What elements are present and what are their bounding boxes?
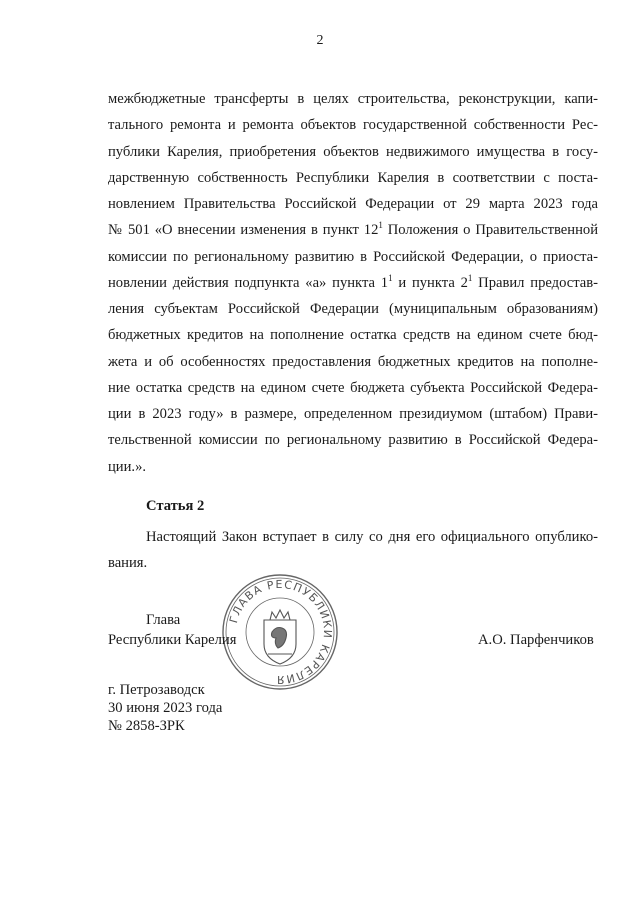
superscript: 1 bbox=[388, 272, 393, 283]
text-run: жета и об особенностях предоставления бюджетных кредитов на пополне- bbox=[108, 353, 598, 370]
body-line bbox=[108, 296, 598, 322]
signer-title: Глава bbox=[146, 612, 181, 628]
body-line bbox=[108, 349, 598, 375]
text-run: публики Карелия, приобретения объектов недвижимого имущества в госу- bbox=[108, 143, 598, 160]
text-run: ции в 2023 году» в размере, определенном президиумом (штабом) Прави- bbox=[108, 406, 598, 422]
body-line bbox=[108, 427, 598, 453]
text-run: ции.». bbox=[108, 458, 147, 475]
text-run: бюджетных кредитов на пополнение остатка средств на едином счете бюд- bbox=[108, 327, 598, 344]
text-run: новлении действия подпункта «а» пункта 1 bbox=[108, 274, 389, 291]
body-line bbox=[108, 217, 598, 243]
coat-of-arms-icon bbox=[264, 610, 296, 664]
seal-ring-text: ГЛАВА РЕСПУБЛИКИ КАРЕЛИЯ bbox=[226, 577, 335, 687]
body-line bbox=[108, 322, 598, 348]
text-run: Положения о Правительственной bbox=[382, 222, 599, 239]
text-run: тального ремонта и ремонта объектов государственной собственности Рес- bbox=[108, 117, 598, 134]
article-line: Настоящий Закон вступает в силу со дня его официального опублико- bbox=[146, 529, 598, 545]
body-line bbox=[108, 112, 598, 138]
text-run: ние остатка средств на едином счете бюджета субъекта Российской Федера- bbox=[108, 379, 598, 396]
body-line bbox=[108, 139, 598, 165]
text-run: Правил предостав- bbox=[472, 274, 598, 291]
signing-date: 30 июня 2023 года bbox=[108, 700, 223, 716]
body-line bbox=[108, 454, 598, 480]
signer-name: А.О. Парфенчиков bbox=[478, 632, 594, 648]
text-run: межбюджетные трансферты в целях строительства, реконструкции, капи- bbox=[108, 91, 598, 107]
body-text bbox=[108, 86, 598, 480]
place-of-signing: г. Петрозаводск bbox=[108, 682, 205, 698]
body-line bbox=[108, 401, 598, 427]
body-line bbox=[108, 191, 598, 217]
text-run: и пункта 2 bbox=[392, 274, 468, 291]
text-run: дарственную собственность Республики Карелия в соответствии с поста- bbox=[108, 169, 598, 186]
official-seal bbox=[220, 572, 340, 692]
law-number: № 2858-ЗРК bbox=[108, 718, 185, 734]
body-line bbox=[108, 270, 598, 296]
text-run: комиссии по региональному развитию в Российской Федерации, о приоста- bbox=[108, 248, 598, 265]
signer-title-region: Республики Карелия bbox=[108, 632, 237, 648]
body-line bbox=[108, 86, 598, 112]
body-line bbox=[108, 165, 598, 191]
article-line: вания. bbox=[108, 555, 148, 572]
body-line bbox=[108, 244, 598, 270]
article-text bbox=[108, 524, 598, 577]
text-run: ления субъектам Российской Федерации (муниципальным образованиям) bbox=[108, 301, 598, 317]
text-run: новлением Правительства Российской Федерации от 29 марта 2023 года bbox=[108, 196, 598, 212]
page-number: 2 bbox=[316, 33, 324, 48]
text-run: тельственной комиссии по региональному развитию в Российской Федера- bbox=[108, 432, 598, 449]
text-run: № 501 «О внесении изменения в пункт 12 bbox=[108, 222, 379, 239]
body-line bbox=[108, 375, 598, 401]
superscript: 1 bbox=[467, 272, 473, 283]
article-heading: Статья 2 bbox=[146, 498, 205, 514]
superscript: 1 bbox=[378, 220, 383, 231]
